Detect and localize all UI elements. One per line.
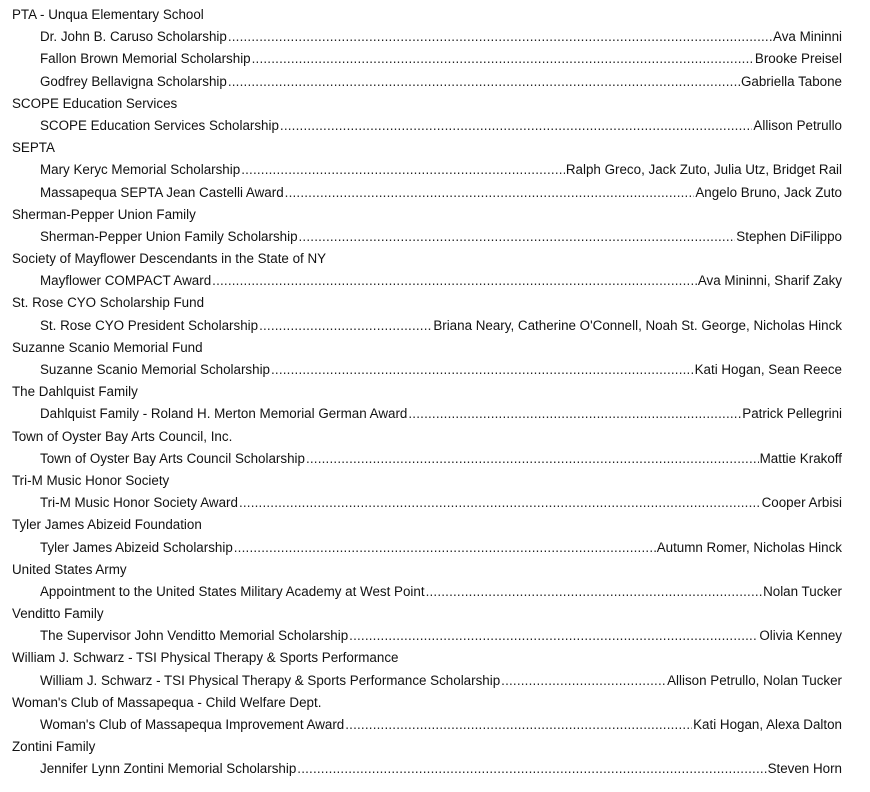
award-row — [0, 625, 842, 647]
award-name: William J. Schwarz - TSI Physical Therapy & Sports Performance Scholarship — [40, 672, 501, 688]
award-recipients: Kati Hogan, Sean Reece — [694, 362, 842, 377]
organization-heading: Woman's Club of Massapequa - Child Welfare Dept. — [12, 694, 322, 710]
award-recipients: Angelo Bruno, Jack Zuto — [695, 184, 842, 200]
organization-heading: United States Army — [12, 561, 127, 577]
award-name: Dr. John B. Caruso Scholarship — [40, 29, 227, 45]
award-recipients: Briana Neary, Catherine O'Connell, Noah St. George, Nicholas Hinck — [433, 317, 842, 333]
organization-heading: St. Rose CYO Scholarship Fund — [12, 295, 205, 311]
award-row — [0, 403, 842, 425]
award-row — [0, 315, 842, 337]
dot-leader — [345, 714, 692, 736]
award-recipients: Brooke Preisel — [754, 51, 842, 67]
award-row — [0, 26, 842, 48]
dot-leader — [228, 71, 740, 93]
award-row — [0, 115, 842, 137]
organization-heading: Town of Oyster Bay Arts Council, Inc. — [12, 428, 233, 444]
organization-heading: Suzanne Scanio Memorial Fund — [12, 339, 203, 355]
award-row — [0, 226, 842, 248]
dot-leader — [259, 315, 432, 337]
organization-heading: PTA - Unqua Elementary School — [12, 7, 204, 22]
award-name: Woman's Club of Massapequa Improvement Award — [40, 717, 345, 732]
award-name: Massapequa SEPTA Jean Castelli Award — [40, 184, 284, 200]
dot-leader — [271, 359, 694, 381]
organization-heading: SCOPE Education Services — [12, 95, 178, 111]
award-recipients: Steven Horn — [767, 761, 842, 777]
award-name: Mary Keryc Memorial Scholarship — [40, 162, 241, 178]
dot-leader — [234, 537, 656, 559]
dot-leader — [297, 758, 766, 780]
dot-leader — [408, 403, 741, 425]
dot-leader — [239, 492, 761, 514]
dot-leader — [349, 625, 758, 647]
dot-leader — [241, 159, 565, 181]
award-recipients: Ralph Greco, Jack Zuto, Julia Utz, Bridget Rail — [565, 162, 842, 178]
organization-heading: The Dahlquist Family — [12, 384, 138, 400]
dot-leader — [299, 226, 736, 248]
award-recipients: Ava Mininni — [773, 29, 842, 45]
award-recipients: Stephen DiFilippo — [736, 228, 842, 244]
award-recipients: Ava Mininni, Sharif Zaky — [697, 273, 842, 289]
organization-heading: SEPTA — [12, 140, 55, 156]
award-row — [0, 537, 842, 559]
award-name: Appointment to the United States Military Academy at West Point — [40, 583, 425, 599]
award-row — [0, 48, 842, 70]
award-recipients: Mattie Krakoff — [759, 450, 842, 466]
award-name: SCOPE Education Services Scholarship — [40, 117, 279, 133]
award-recipients: Autumn Romer, Nicholas Hinck — [656, 539, 842, 555]
award-name: Town of Oyster Bay Arts Council Scholarship — [40, 450, 305, 466]
award-recipients: Olivia Kenney — [759, 628, 842, 644]
organization-heading: Sherman-Pepper Union Family — [12, 206, 196, 222]
award-recipients: Patrick Pellegrini — [742, 406, 842, 422]
award-recipients: Gabriella Tabone — [741, 73, 842, 89]
award-name: The Supervisor John Venditto Memorial Scholarship — [40, 628, 349, 644]
award-row — [0, 448, 842, 470]
award-name: Dahlquist Family - Roland H. Merton Memorial German Award — [40, 406, 408, 422]
award-row — [0, 581, 842, 603]
dot-leader — [501, 670, 666, 692]
award-name: Mayflower COMPACT Award — [40, 273, 212, 289]
dot-leader — [285, 182, 695, 204]
dot-leader — [280, 115, 753, 137]
dot-leader — [426, 581, 763, 603]
award-row — [0, 71, 842, 93]
award-name: St. Rose CYO President Scholarship — [40, 317, 259, 333]
organization-heading: Tyler James Abizeid Foundation — [12, 517, 202, 533]
organization-heading: Venditto Family — [12, 606, 104, 622]
award-recipients: Allison Petrullo — [753, 117, 842, 133]
award-row — [0, 182, 842, 204]
award-recipients: Kati Hogan, Alexa Dalton — [693, 717, 842, 732]
organization-heading: Zontini Family — [12, 739, 96, 755]
award-name: Fallon Brown Memorial Scholarship — [40, 51, 251, 67]
sections-container — [0, 4, 870, 781]
dot-leader — [228, 26, 772, 48]
award-recipients: Nolan Tucker — [763, 583, 842, 599]
award-row — [0, 670, 842, 692]
award-name: Tri-M Music Honor Society Award — [40, 495, 238, 511]
award-row — [0, 492, 842, 514]
award-name: Godfrey Bellavigna Scholarship — [40, 73, 227, 89]
award-recipients: Cooper Arbisi — [761, 495, 842, 511]
award-row — [0, 758, 842, 780]
organization-heading: William J. Schwarz - TSI Physical Therapy & Sports Performance — [12, 650, 399, 666]
award-name: Tyler James Abizeid Scholarship — [40, 539, 233, 555]
award-name: Suzanne Scanio Memorial Scholarship — [40, 362, 270, 377]
award-name: Sherman-Pepper Union Family Scholarship — [40, 228, 298, 244]
dot-leader — [212, 270, 697, 292]
organization-heading: Tri-M Music Honor Society — [12, 472, 170, 488]
award-row — [0, 270, 842, 292]
award-recipients: Allison Petrullo, Nolan Tucker — [667, 672, 842, 688]
dot-leader — [306, 448, 759, 470]
organization-heading: Society of Mayflower Descendants in the State of NY — [12, 251, 327, 267]
award-name: Jennifer Lynn Zontini Memorial Scholarship — [40, 761, 297, 777]
award-row — [0, 359, 842, 381]
dot-leader — [252, 48, 754, 70]
award-row — [0, 714, 842, 736]
award-row — [0, 159, 842, 181]
